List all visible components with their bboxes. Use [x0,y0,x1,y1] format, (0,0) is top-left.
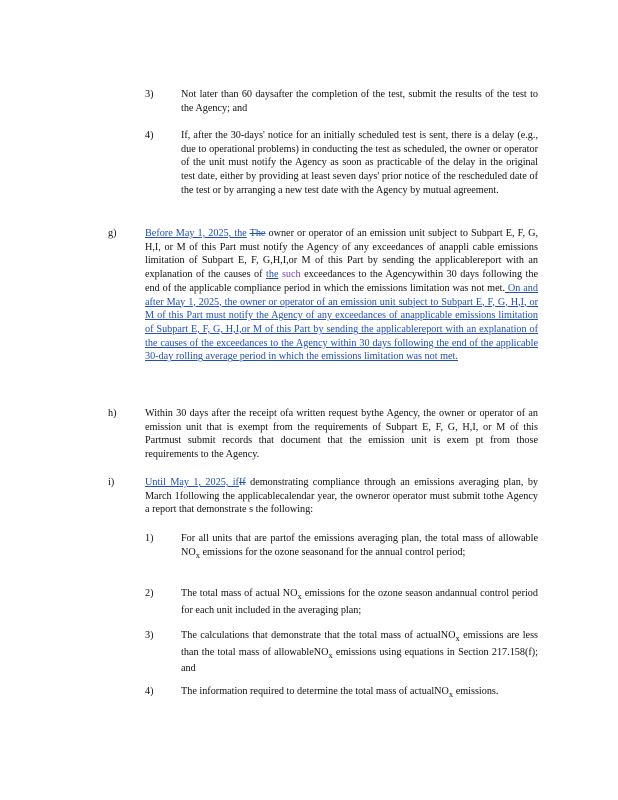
inserted-text: Until May 1, 2025, if [145,477,239,488]
subscript: x [448,689,454,700]
paragraph-text: For all units that are partof the emissions averaging plan, the total mass of allowable NO [181,533,538,558]
item-label: 4) [145,130,154,141]
paragraph-text: emissions are less than the total mass of allowableNO [181,630,538,658]
inserted-text: Before May 1, 2025, the [145,228,247,239]
item-label: 3) [145,630,154,641]
deleted-text: The [249,228,266,239]
paragraph-h: Within 30 days after the receipt ofa written request bythe Agency, the owner or operator of an emission unit that is exempt from the requirements of Subpart E, F, G, H,I, or M of this Partmust submit records that document that the emission unit is exem pt from those requirements to the Agency. [145,408,538,461]
subscript: x [328,649,333,660]
inserted-text: the [266,269,279,281]
paragraph-item-3: Not later than 60 daysafter the completion of the test, submit the results of the test to the Agency; and [181,89,538,114]
changed-word: such [281,269,301,281]
paragraph-text: emissions using equations in Section 217.158(f); and [181,646,538,675]
paragraph-item-4 [181,129,538,198]
item-label: 3) [145,89,154,100]
paragraph-text: The information required to determine the total mass of actualNO [181,686,449,697]
subscript: x [297,591,302,602]
paragraph-text: owner or operator of an emission unit subject to Subpart E, F, G, H,I, or M of this Part must notify the Agency of any exceedances of anappli cable emissions limitation of Subpart E, F, G,H,I,or M of this Part by sending the applicablereport with an explanation of the causes of [145,228,538,281]
paragraph-text: The total mass of actual NO [181,588,298,599]
paragraph-i-3 [181,629,538,676]
paragraph-i-2 [181,587,538,617]
item-label: 2) [145,588,154,599]
subsection-label-h: h) [108,408,117,419]
paragraph-text: If, after the 30-days' notice for an initially scheduled test is sent, there is a delay (e.g., due to operational problems) in conducting the test as scheduled, the owner or operator of the unit must notify the Agency as soon as practicable of the delay in the original test date, either by providing at least seven days' prior notice of the rescheduled date of the test or by arranging a new test date with the Agency by mutual agreement. [181,130,538,196]
paragraph-i-4 [181,685,538,702]
item-label: 4) [145,686,154,697]
paragraph-text: emissions for the ozone season andannual control period for each unit included in the averaging plan; [181,588,538,616]
paragraph-text: emissions for the ozone seasonand for the annual control period; [199,546,466,558]
paragraph-text: demonstrating compliance through an emissions averaging plan, by March 1following the applicablecalendar year, the owneror operator must submit tothe Agency a report that demonstrate s the following: [145,477,539,516]
paragraph-text: exceedances to the Agencywithin 30 days following the end of the applicable compliance period in which the emissions limitation was not met. [145,269,538,294]
subscript: x [195,549,200,560]
inserted-text: On and after May 1, 2025, the owner or operator of an emission unit subject to Subpart E, F, G, H,I, or M of this Part must notify the Agency of any exceedances of anapplicable emissions limitation of Subpart E, F, G, H,I,or M of this Part by sending the applicablereport with an explanation of the causes of the exceedances to the Agency within 30 days following the end of the applicable 30-day rolling average period in which the emissions limitation was not met. [145,282,538,363]
subsection-label-i: i) [108,477,115,488]
item-label: 1) [145,533,154,544]
subscript: x [455,633,460,644]
subsection-label-g: g) [108,228,117,239]
deleted-text: If [238,477,246,488]
paragraph-g [145,227,538,364]
paragraph-i [145,476,538,517]
paragraph-text: emissions. [453,686,499,697]
paragraph-i-1 [181,532,538,562]
paragraph-text: The calculations that demonstrate that the total mass of actualNO [181,630,456,641]
